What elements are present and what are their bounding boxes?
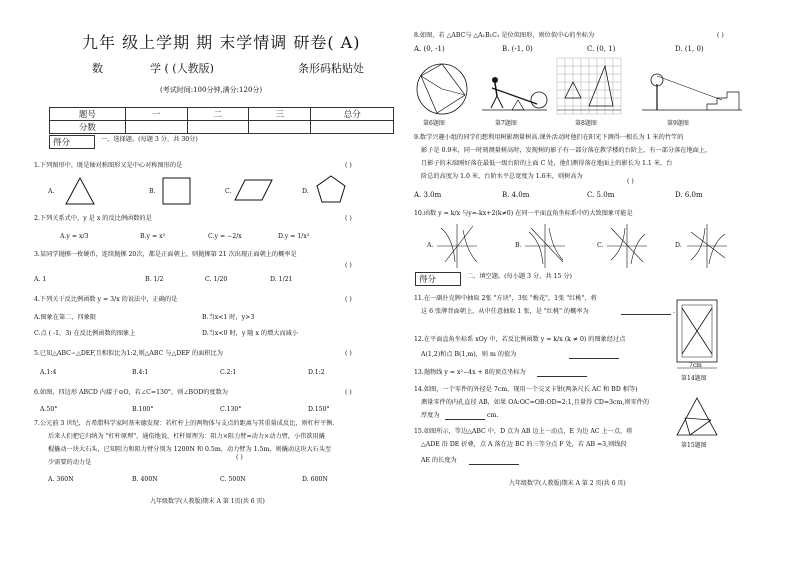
q6-option-c[interactable]: C.130°	[220, 406, 242, 413]
q7-option-b[interactable]: B. 400N	[132, 476, 158, 483]
q2-paren: ( )	[345, 215, 352, 222]
q2-option-b[interactable]: B.y = x²	[140, 233, 166, 240]
section2-heading: 二、填空题。(每小题 3 分，共 15 分)	[467, 273, 572, 280]
q7-line: 后来人们把它归纳为 "杠杆原理"，通俗地说，杠杆原理为：阻力×阻力臂=动力×动力臂，小伟欲用撬	[48, 433, 325, 440]
q11-line: 这 6 张牌背面朝上，从中任意抽取 1 张，是 "红桃" 的概率为	[421, 308, 589, 315]
score-label: 得分	[419, 275, 437, 285]
score-header-cell: 总分	[311, 108, 394, 121]
q2-text: 2.下列关系式中，y 是 x 的反比例函数的是	[34, 215, 152, 222]
fig15-triangle-diagram	[677, 398, 717, 435]
fig14-dimension: 7cm	[689, 362, 702, 369]
q14-line: cm.	[487, 412, 499, 419]
figures-14-15	[397, 0, 794, 561]
q15-line: AE 的长度为	[421, 457, 457, 464]
q9-line: 且影子的末端刚好落在最低一级台阶的上面 C 处，他们测得落在地面上的影长为 1.1 米，台	[421, 160, 673, 167]
q11-line: .	[673, 308, 675, 315]
q14-line: 厚度为	[421, 412, 440, 419]
q1-text: 1.下列图形中，既是轴对称图形又是中心对称图形的是	[34, 162, 183, 169]
q10-option-c[interactable]: C.	[597, 242, 604, 249]
q9-option-b[interactable]: B. 4.0m	[502, 191, 530, 199]
q7-option-a[interactable]: A. 360N	[48, 476, 74, 483]
q6-paren: ( )	[345, 389, 352, 396]
q3-paren: ( )	[345, 262, 352, 269]
fig6-caption: 第6题图	[423, 120, 445, 127]
q7-line: 棍撬动一块大石头，已知阻力和阻力臂分别为 1200N 和 0.5m，动力臂为 1.5m，则撬动这块大石头至	[48, 446, 332, 453]
q1-option-b[interactable]: B.	[149, 188, 156, 195]
q3-text: 3.某同学抛掷一枚硬币，连续抛掷 20次，都是正面朝上，则抛掷第 21 次出现正面朝上的概率是	[34, 251, 297, 258]
q9-line: 影子是 0.9米，同一时刻测量树高时，发现树的影子有一部分落在教学楼的台阶上，有一部分落在地面上，	[421, 147, 712, 154]
q4-option-b[interactable]: B.当x<1 时，y>3	[202, 314, 255, 321]
fig14-caption: 第14题图	[681, 375, 707, 382]
fig9-caption: 第9题图	[667, 120, 689, 127]
q7-option-d[interactable]: D. 600N	[302, 476, 328, 483]
q3-option-c[interactable]: C. 1/20	[205, 276, 228, 283]
fig7-caption: 第7题图	[495, 120, 517, 127]
q3-option-d[interactable]: D. 1/21	[270, 276, 293, 283]
q14-line: 14.如图，一个零件的外径是 7cm，现用一个交叉卡钳(两条尺长 AC 和 BD 相等)	[414, 386, 638, 393]
q8-option-b[interactable]: B. (-1, 0)	[502, 45, 533, 53]
q5-text: 5.已知△ABC∽△DEF,且相似比为1:2,则△ABC 与△DEF 的面积比为	[34, 350, 223, 357]
q4-text: 4.下列关于反比例函数 y = 3/x 的说法中，正确的是	[34, 296, 178, 303]
left-footer: 九年级数学(人教版)期末 A 第 1页(共 6 页)	[150, 498, 265, 505]
q5-option-a[interactable]: A.1:4	[40, 369, 57, 376]
q8-option-d[interactable]: D. (1, 0)	[675, 45, 704, 53]
barcode-area: 条形码粘贴处	[298, 62, 364, 75]
fig8-caption: 第8题图	[575, 120, 597, 127]
q1-option-c[interactable]: C.	[225, 188, 232, 195]
section1-heading: 一、选择题。(每题 3 分，共 30分)	[101, 136, 198, 143]
q3-option-b[interactable]: B. 1/2	[145, 276, 164, 283]
q4-option-a[interactable]: A.图象在第二、四象限	[34, 314, 97, 321]
q2-option-d[interactable]: D.y = 1/x²	[278, 233, 310, 240]
subject-edition: 学 ( (人教版)	[150, 62, 214, 75]
q15-line: △ADE 沿 DE 折叠，点 A 落在边 BC 的三等分点 F 处，若 AB =3,则线段	[421, 441, 627, 448]
q12-line: A(1,2)和点 B(1,m)，则 m 的值为	[421, 351, 517, 358]
right-page	[397, 0, 794, 561]
score-header-cell: 题号	[50, 108, 126, 121]
q8-option-a[interactable]: A. (0, -1)	[414, 45, 445, 53]
pentagon-shape	[317, 176, 345, 202]
q8-paren: ( )	[717, 32, 724, 39]
fig15-caption: 第15题图	[681, 442, 707, 449]
q8-text: 8.如图，若 △ABC与 △A₁B₁C₁ 是位似图形，则位似中心的坐标为	[414, 32, 595, 39]
score-header-cell: 二	[187, 108, 249, 121]
score-header-cell: 三	[249, 108, 311, 121]
q13-text: 13.抛物线 y = x²−4x + 8的顶点坐标为	[414, 369, 526, 376]
q6-option-a[interactable]: A.50°	[40, 406, 58, 413]
triangle-shape	[66, 178, 94, 204]
right-footer: 九年级数学(人教版)期末 A 第 2 页(共 6 页)	[509, 480, 626, 487]
q8-option-c[interactable]: C. (0, 1)	[587, 45, 616, 53]
q6-option-b[interactable]: B.100°	[132, 406, 154, 413]
q9-option-a[interactable]: A. 3.0m	[414, 191, 442, 199]
parallelogram-shape	[235, 180, 272, 200]
q4-option-c[interactable]: C.点 ( -1，3) 在反比例函数的图象上	[34, 330, 136, 337]
q5-option-b[interactable]: B.4:1	[132, 369, 149, 376]
q1-option-d[interactable]: D.	[302, 188, 309, 195]
q1-option-a[interactable]: A.	[48, 188, 55, 195]
q6-text: 6.如图，四边形 ABCD 内接于⊙O，若∠C=130°，则∠BOD的度数为	[34, 389, 228, 396]
q4-option-d[interactable]: D.当x<0 时，y 随 x 的增大而减小	[202, 330, 299, 337]
q12-line: 12.在平面直角坐标系 xOy 中，若反比例函数 y = k/x (k ≠ 0) 的图象经过点	[414, 336, 626, 343]
score-row-label: 分数	[50, 121, 126, 134]
q7-option-c[interactable]: C. 500N	[220, 476, 246, 483]
q5-option-d[interactable]: D.1:2	[308, 369, 325, 376]
fig14-calipers-diagram	[677, 300, 717, 368]
square-shape	[163, 178, 190, 204]
q9-line: 阶总的高度为 1.0 米，台阶水平总宽度为 1.6米，则树高为	[421, 173, 583, 180]
subject-label: 数	[92, 62, 103, 75]
exam-title: 九年 级上学期 期 末学情调 研卷( A)	[82, 33, 361, 52]
exam-info: (考试时间:100分钟,满分:120分)	[160, 86, 263, 94]
q6-option-d[interactable]: D.150°	[308, 406, 330, 413]
score-label: 得分	[53, 138, 71, 148]
q15-line: 15.如图所示，等边△ABC 中，D 点为 AB 边上一动点，E 为边 AC 上一点，将	[414, 428, 633, 435]
q2-option-a[interactable]: A.y = x/3	[60, 233, 89, 240]
q7-paren: ( )	[236, 454, 243, 461]
q9-line: 9.数学兴趣小组的同学们想利用树影测量树高.课外活动时他们在阳光下测得一根长为 1 米的竹竿的	[414, 134, 684, 141]
q9-option-c[interactable]: C. 5.0m	[587, 191, 615, 199]
q4-paren: ( )	[345, 296, 352, 303]
q11-line: 11.在一副扑克牌中抽取 2张 "方块"，3张 "梅花"，1张 "红桃"，将	[414, 295, 597, 302]
q10-option-d[interactable]: D.	[675, 242, 682, 249]
q5-option-c[interactable]: C.2:1	[220, 369, 237, 376]
q1-paren: ( )	[345, 162, 352, 169]
score-header-cell: 一	[125, 108, 187, 121]
q9-option-d[interactable]: D. 6.0m	[675, 191, 703, 199]
q10-option-b[interactable]: B.	[515, 242, 522, 249]
q2-option-c[interactable]: C.y = −2/x	[208, 233, 242, 240]
q9-paren: ( )	[627, 178, 634, 185]
q7-line: 7.公元前 3 世纪，古希腊科学家阿基米德发现：若杠杆上的两物体与支点的距离与其重量成反比，则杠杆平衡.	[34, 420, 335, 427]
q14-line: 测量零件的内孔直径 AB，如果 OA:OC=OB:OD=2:1,且量得 CD=3cm,则零件的	[421, 399, 650, 406]
q10-text: 10.函数 y = k/x 与y=-kx+2(k≠0) 在同一平面直角坐标系中的大致图象可能是	[414, 210, 633, 217]
q3-option-a[interactable]: A. 1	[34, 276, 47, 283]
q10-option-a[interactable]: A.	[427, 242, 434, 249]
q7-line: 少需要的动力是	[48, 459, 92, 466]
q5-paren: ( )	[345, 350, 352, 357]
